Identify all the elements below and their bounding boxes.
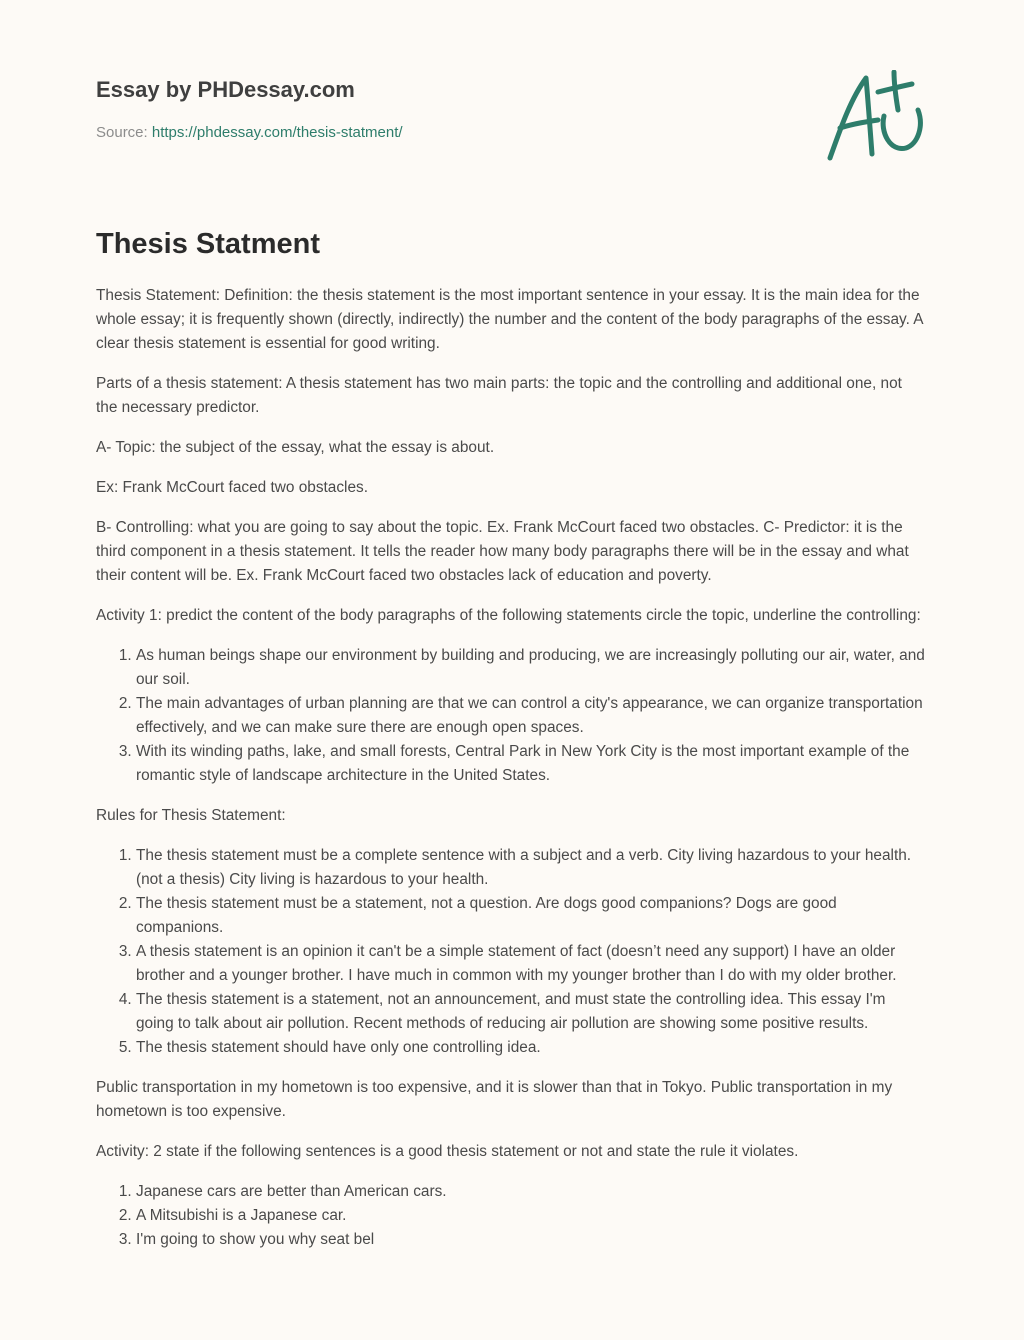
source-link[interactable]: https://phdessay.com/thesis-statment/ <box>151 124 403 141</box>
paragraph-public-transport: Public transportation in my hometown is too expensive, and it is slower than that in Tokyo. Public transportation in my hometown is too expensive. <box>96 1079 893 1120</box>
paragraph-controlling: B- Controlling: what you are going to say about the topic. Ex. Frank McCourt faced two obstacles. C- Predictor: it is the third component in a thesis statement. It tells the reader how many body paragraphs there will be in the essay and what their content will be. Ex. Frank McCourt faced two obstacles lack of education and poverty. <box>96 519 909 584</box>
list-item: 5. The thesis statement should have only one controlling idea. <box>136 1036 926 1060</box>
source-line <box>96 124 403 142</box>
list-item: 2. The thesis statement must be a statement, not a question. Are dogs good companions? Dogs are good companions. <box>136 892 926 940</box>
paragraph-definition: Thesis Statement: Definition: the thesis statement is the most important sentence in your essay. It is the main idea for the whole essay; it is frequently shown (directly, indirectly) the number and the content of the body paragraphs of the essay. A clear thesis statement is essential for good writing. <box>96 287 923 352</box>
paragraph-rules-heading: Rules for Thesis Statement: <box>96 807 286 824</box>
source-label: Source: <box>96 124 148 141</box>
list-item: 3. With its winding paths, lake, and small forests, Central Park in New York City is the most important example of the romantic style of landscape architecture in the United States. <box>136 740 926 788</box>
list-item: 1. The thesis statement must be a complete sentence with a subject and a verb. City living hazardous to your health. (not a thesis) City living is hazardous to your health. <box>136 844 926 892</box>
list-item: 2. The main advantages of urban planning are that we can control a city's appearance, we can organize transportation effectively, and we can make sure there are enough open spaces. <box>136 692 926 740</box>
document-body <box>96 284 926 1268</box>
a-plus-logo-icon <box>826 70 926 164</box>
paragraph-activity-1: Activity 1: predict the content of the body paragraphs of the following statements circle the topic, underline the controlling: <box>96 607 921 624</box>
paragraph-activity-2: Activity: 2 state if the following sentences is a good thesis statement or not and state the rule it violates. <box>96 1143 799 1160</box>
list-item: 3. I'm going to show you why seat bel <box>136 1228 926 1252</box>
paragraph-topic: A- Topic: the subject of the essay, what the essay is about. <box>96 439 495 456</box>
document-title: Thesis Statment <box>96 228 320 260</box>
list-item: 4. The thesis statement is a statement, not an announcement, and must state the controlling idea. This essay I'm going to talk about air pollution. Recent methods of reducing air pollution are showing some positive results. <box>136 988 926 1036</box>
rules-list <box>96 844 926 1060</box>
activity-1-list <box>96 644 926 788</box>
paragraph-example: Ex: Frank McCourt faced two obstacles. <box>96 479 369 496</box>
site-title: Essay by PHDessay.com <box>96 77 355 102</box>
list-item: 3. A thesis statement is an opinion it can't be a simple statement of fact (doesn’t need any support) I have an older brother and a younger brother. I have much in common with my younger brother than I do with my older brother. <box>136 940 926 988</box>
list-item: 1. Japanese cars are better than American cars. <box>136 1180 926 1204</box>
activity-2-list <box>96 1180 926 1252</box>
list-item: 2. A Mitsubishi is a Japanese car. <box>136 1204 926 1228</box>
list-item: 1. As human beings shape our environment by building and producing, we are increasingly polluting our air, water, and our soil. <box>136 644 926 692</box>
paragraph-parts: Parts of a thesis statement: A thesis statement has two main parts: the topic and the controlling and additional one, not the necessary predictor. <box>96 375 902 416</box>
